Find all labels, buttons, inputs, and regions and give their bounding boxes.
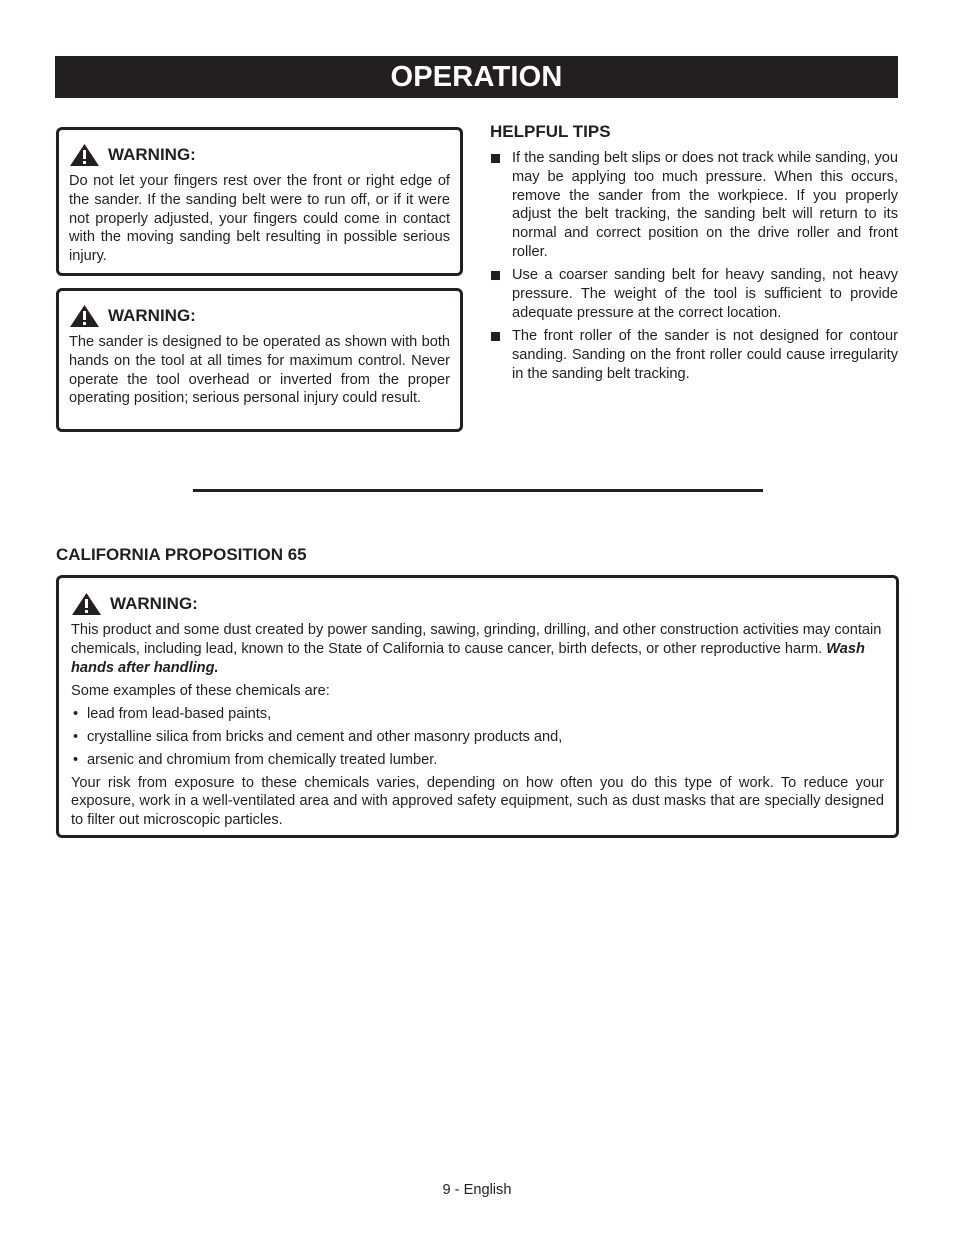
list-item <box>490 149 898 262</box>
prop65-closing: Your risk from exposure to these chemicals varies, depending on how often you do this type of work. To reduce your exposure, work in a well-ventilated area and with approved safety equipment, such as dust masks that are specially designed to filter out microscopic particles. <box>71 774 884 829</box>
warning-text: Do not let your fingers rest over the front or right edge of the sander. If the sanding belt were to run off, or if it were not properly adjusted, your fingers could come in contact with the moving sanding belt resulting in possible serious injury. <box>69 173 450 265</box>
warning-triangle-icon <box>71 592 102 616</box>
warning-label: WARNING: <box>108 306 196 325</box>
helpful-tips-title: HELPFUL TIPS <box>490 122 611 141</box>
prop65-intro-text: This product and some dust created by power sanding, sawing, grinding, drilling, and other construction activities may contain chemicals, including lead, known to the State of California to cause cancer, birth defects, or other reproductive harm. <box>71 622 882 657</box>
tip-text: The front roller of the sander is not designed for contour sanding. Sanding on the front roller could cause irregularity in the sanding belt tracking. <box>512 328 898 382</box>
square-bullet-icon <box>491 271 500 280</box>
warning-box-fingers <box>56 127 463 276</box>
warning-label: WARNING: <box>108 145 196 164</box>
list-item <box>490 266 898 322</box>
warning-triangle-icon <box>69 143 100 167</box>
warning-text: The sander is designed to be operated as shown with both hands on the tool at all times for maximum control. Never operate the tool overhead or inverted from the proper operating position; serious personal injury could result. <box>69 334 450 407</box>
square-bullet-icon <box>491 332 500 341</box>
page-number: 9 - English <box>442 1182 512 1198</box>
list-item: • arsenic and chromium from chemically treated lumber. <box>71 751 884 770</box>
prop65-examples-list <box>71 705 884 769</box>
prop65-examples-lead: Some examples of these chemicals are: <box>71 683 330 700</box>
prop65-intro-emphasis: Wash hands after handling. <box>71 640 865 676</box>
list-item: • lead from lead-based paints, <box>71 705 884 724</box>
warning-box-prop65 <box>56 575 899 838</box>
warning-label: WARNING: <box>110 594 198 613</box>
tip-text: Use a coarser sanding belt for heavy sanding, not heavy pressure. The weight of the tool is sufficient to provide adequate pressure at the correct location. <box>512 267 898 321</box>
prop65-title: CALIFORNIA PROPOSITION 65 <box>56 545 307 564</box>
warning-box-operation <box>56 288 463 432</box>
warning-heading <box>69 143 450 167</box>
list-item <box>490 327 898 383</box>
tip-text: If the sanding belt slips or does not track while sanding, you may be applying too much pressure. When this occurs, remove the sander from the workpiece. If you properly adjust the belt tracking, the sanding belt will return to its normal and correct position on the drive roller and front roller. <box>512 150 898 260</box>
list-item: • crystalline silica from bricks and cement and other masonry products and, <box>71 728 884 747</box>
prop65-intro <box>71 621 884 677</box>
warning-triangle-icon <box>69 304 100 328</box>
warning-heading <box>69 304 450 328</box>
helpful-tips-list <box>490 149 898 384</box>
page-title: OPERATION <box>55 56 898 98</box>
warning-heading <box>71 592 884 616</box>
helpful-tips-section <box>490 122 898 388</box>
section-divider <box>193 489 763 492</box>
square-bullet-icon <box>491 154 500 163</box>
